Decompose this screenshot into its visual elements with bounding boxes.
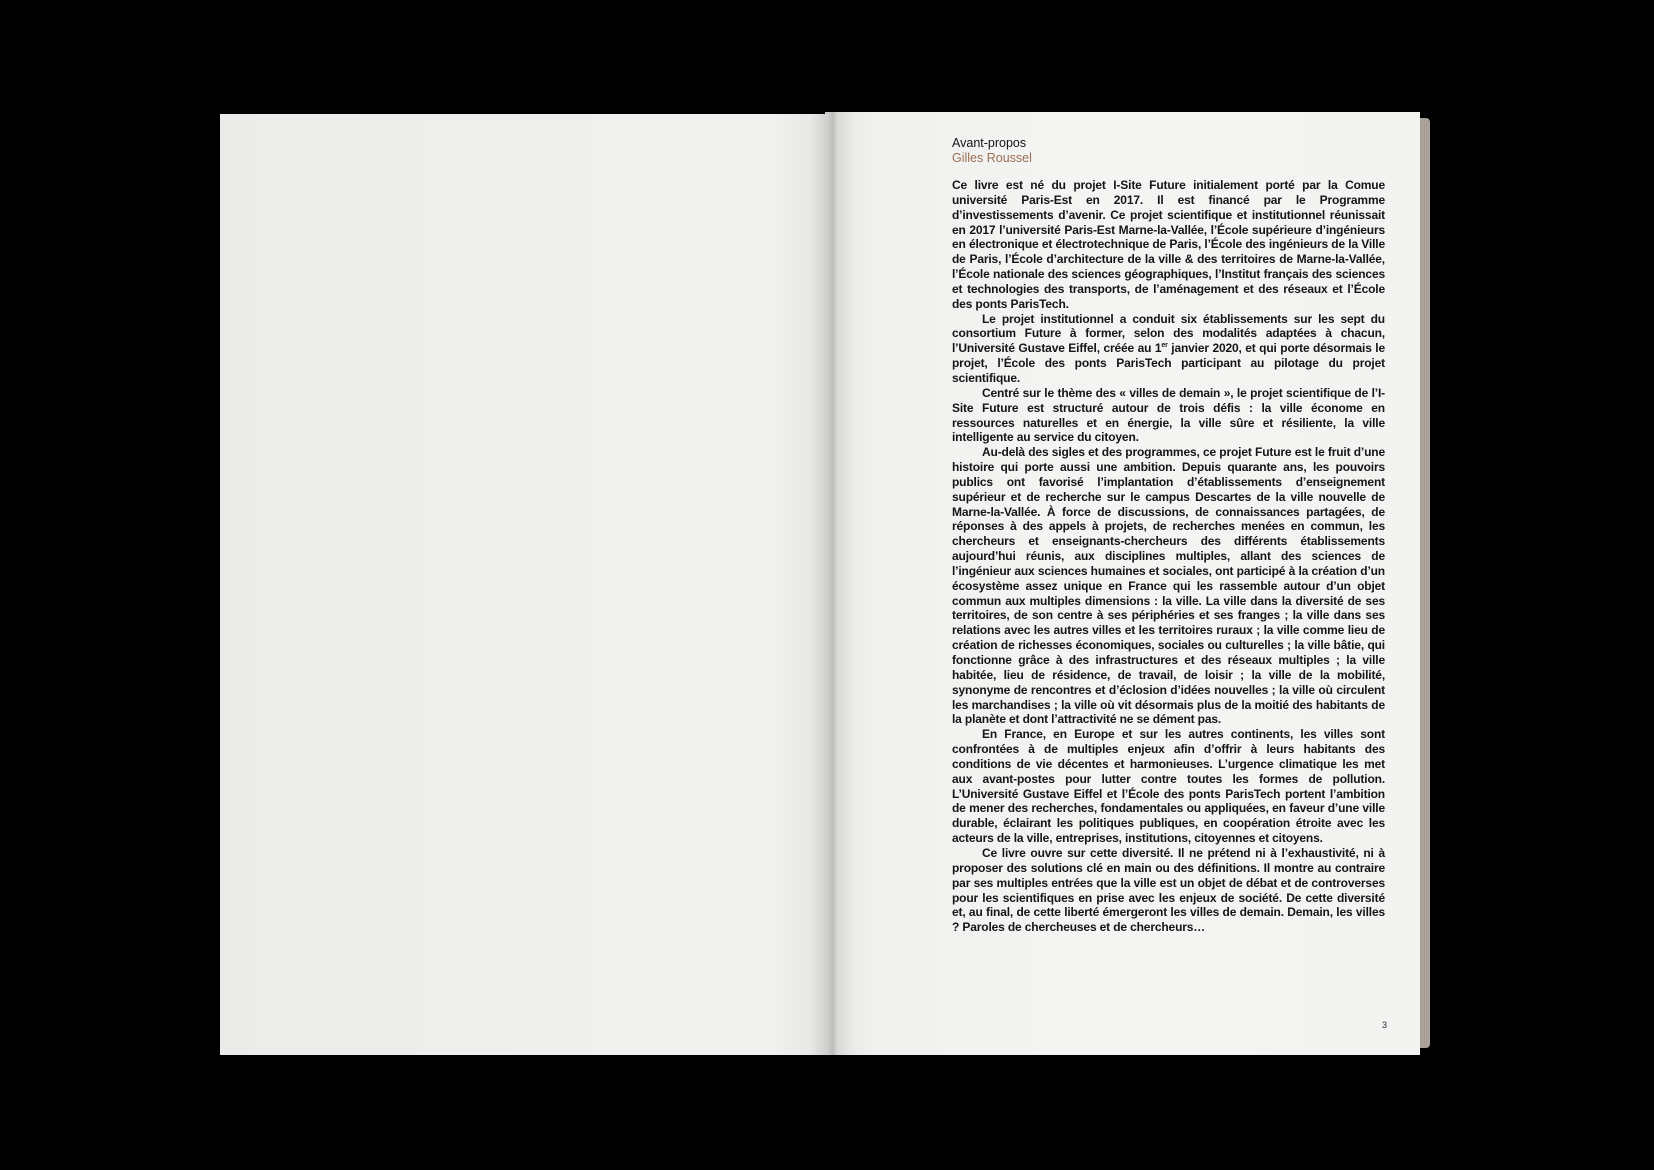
book-spread bbox=[220, 112, 1430, 1055]
page-edges bbox=[1420, 118, 1430, 1048]
paragraph-4: Au-delà des sigles et des programmes, ce projet Future est le fruit d’une histoire qui porte aussi une ambition. Depuis quarante ans, les pouvoirs publics ont favorisé l’implantation d’établissements d’enseignement supérieur et de recherche sur le campus Descartes de la ville nouvelle de Marne-la-Vallée. À force de discussions, de connaissances partagées, de réponses à des appels à projets, de recherches menées en commun, les chercheurs et enseignants-chercheurs des différents établissements aujourd’hui réunis, aux disciplines multiples, allant des sciences de l’ingénieur aux sciences humaines et sociales, ont participé à la création d’un écosystème assez unique en France qui les rassemble autour d’un objet commun aux multiples dimensions : la ville. La ville dans la diversité de ses territoires, de son centre à ses périphéries et ses franges ; la ville dans ses relations avec les autres villes et les territoires ruraux ; la ville comme lieu de création de richesses économiques, sociales ou culturelles ; la ville bâtie, qui fonctionne grâce à des infrastructures et des réseaux multiples ; la ville habitée, lieu de résidence, de travail, de loisir ; la ville de la mobilité, synonyme de rencontres et d’éclosion d’idées nouvelles ; la ville où circulent les marchandises ; la ville où vit désormais plus de la moitié des habitants de la planète et dont l’attractivité ne se dément pas. bbox=[952, 445, 1385, 727]
gutter-shadow bbox=[810, 112, 855, 1055]
chapter-author: Gilles Roussel bbox=[952, 151, 1032, 165]
page-number: 3 bbox=[1382, 1020, 1388, 1030]
paragraph-2-end: janvier 2020, et qui porte désormais le projet, l’École des ponts ParisTech participant au pilotage du projet scientifique. bbox=[952, 341, 1385, 385]
paragraph-2-start: Le projet institutionnel a conduit six établissements sur les sept du consortium Future à former, selon des modalités adaptées à chacun, l’Université Gustave Eiffel, créée au 1 bbox=[952, 311, 1385, 356]
paragraph-6: Ce livre ouvre sur cette diversité. Il ne prétend ni à l’exhaustivité, ni à proposer des solutions clé en main ou des définitions. Il montre au contraire par ses multiples entrées que la ville est un objet de débat et de controverses pour les scientifiques en prise avec les enjeux de société. De cette diversité et, au final, de cette liberté émergeront les villes de demain. Demain, les villes ? Paroles de chercheuses et de chercheurs… bbox=[952, 845, 1385, 935]
paragraph-2 bbox=[952, 312, 1385, 386]
body-text bbox=[952, 178, 1385, 935]
paragraph-5: En France, en Europe et sur les autres continents, les villes sont confrontées à de multiples enjeux afin d’offrir à leurs habitants des conditions de vie décentes et harmonieuses. L’urgence climatique les met aux avant-postes pour lutter contre toutes les formes de pollution. L’Université Gustave Eiffel et l’École des ponts ParisTech portent l’ambition de mener des recherches, fondamentales ou appliquées, en faveur d’une ville durable, éclairant les politiques publiques, en coopération étroite avec les acteurs de la ville, entreprises, institutions, citoyennes et citoyens. bbox=[952, 727, 1385, 846]
ordinal-superscript: er bbox=[1161, 342, 1168, 350]
chapter-title: Avant-propos bbox=[952, 136, 1027, 150]
paragraph-1: Ce livre est né du projet I-Site Future initialement porté par la Comue université Paris-Est en 2017. Il est financé par le Programme d’investissements d’avenir. Ce projet scientifique et institutionnel réunissait en 2017 l’université Paris-Est Marne-la-Vallée, l’École supérieure d’ingénieurs en électronique et électrotechnique de Paris, l’École des ingénieurs de la Ville de Paris, l’École d’architecture de la ville & des territoires de Marne-la-Vallée, l’École nationale des sciences géographiques, l’Institut français des sciences et technologies des transports, de l’aménagement et des réseaux et l’École des ponts ParisTech. bbox=[952, 178, 1385, 311]
right-page bbox=[825, 112, 1420, 1055]
left-page-blank bbox=[220, 114, 825, 1055]
paragraph-3: Centré sur le thème des « villes de demain », le projet scientifique de l’I-Site Future est structuré autour de trois défis : la ville économe en ressources naturelles et en énergie, la ville sûre et résiliente, la ville intelligente au service du citoyen. bbox=[952, 385, 1385, 445]
